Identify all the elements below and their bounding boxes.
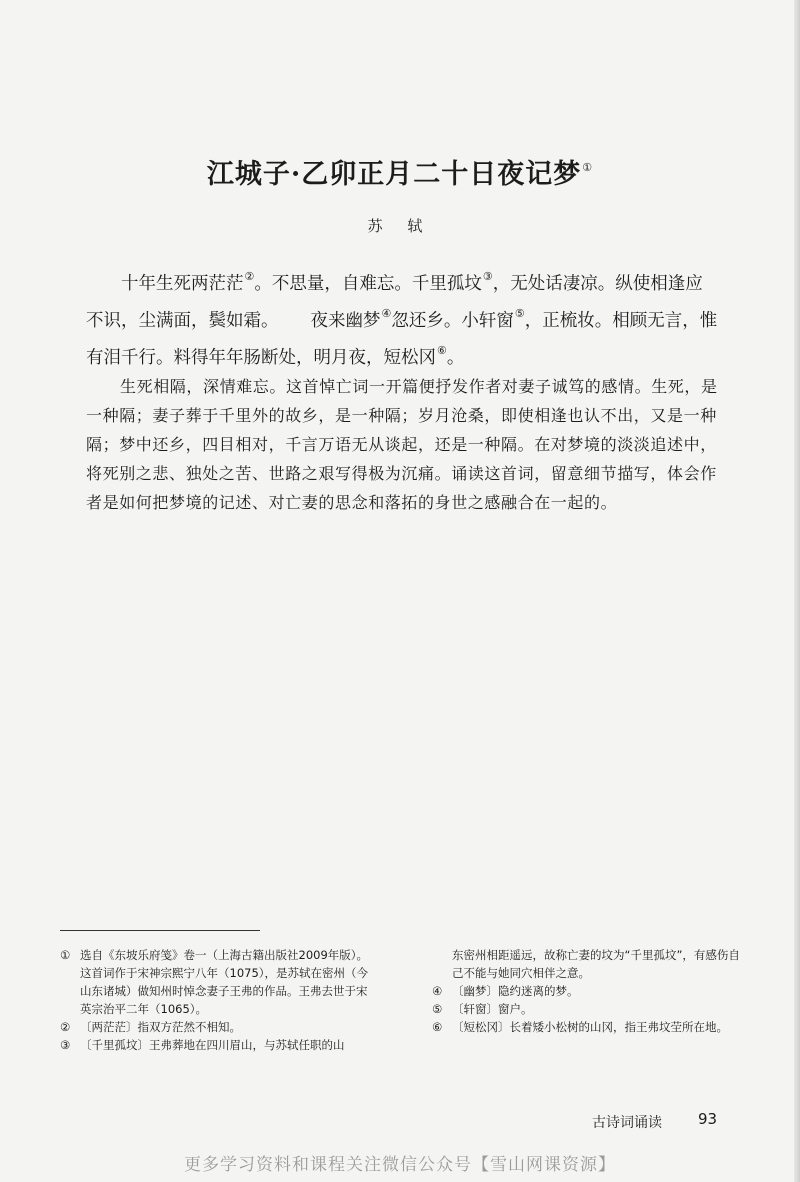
footnote <box>432 982 750 1000</box>
footnotes <box>60 946 750 1054</box>
footnote-text: 〔轩窗〕窗户。 <box>452 1002 533 1016</box>
footnote <box>432 1000 750 1018</box>
poem-author: 苏 轼 <box>367 217 433 235</box>
footnote-mark: ④ <box>432 984 443 998</box>
footnote-mark: ⑤ <box>432 1002 443 1016</box>
footnote-continued: 东密州相距遥远，故称亡妻的坟为“千里孤坟”，有感伤自己不能与她同穴相伴之意。 <box>452 948 740 980</box>
poem-body <box>86 262 720 373</box>
poem-text: ，无处话凄凉。纵使相逢应不识，尘满面，鬓如霜。 <box>86 274 703 331</box>
poem-title <box>0 152 800 191</box>
poem-text: 。不思量，自难忘。千里孤坟 <box>254 274 482 294</box>
footnote <box>432 1018 750 1036</box>
footnote-text: 〔两茫茫〕指双方茫然不相知。 <box>80 1020 241 1034</box>
note-ref[interactable]: ⑤ <box>514 307 525 320</box>
footnote-mark: ① <box>60 948 71 962</box>
poem-title-text: 江城子·乙卯正月二十日夜记梦 <box>206 159 582 190</box>
footnote-mark: ② <box>60 1020 71 1034</box>
poem-text: 。 <box>446 348 465 368</box>
footnote-text: 〔千里孤坟〕王弗葬地在四川眉山，与苏轼任职的山 <box>80 1038 345 1052</box>
footnote-text: 〔幽梦〕隐约迷离的梦。 <box>452 984 579 998</box>
poem-text: 十年生死两茫茫 <box>121 274 244 294</box>
running-footer-section: 古诗词诵读 <box>592 1115 662 1131</box>
title-note-ref[interactable]: ① <box>582 161 594 174</box>
poem-text: 夜来幽梦 <box>310 311 381 331</box>
footnotes-right-column <box>432 946 750 1054</box>
footnote <box>60 946 378 1018</box>
footnote-mark: ③ <box>60 1038 71 1052</box>
footnote-text: 选自《东坡乐府笺》卷一（上海古籍出版社2009年版）。这首词作于宋神宗熙宁八年（1075），是苏轼在密州（今山东诸城）做知州时悼念妻子王弗的作品。王弗去世于宋英宗治平二年（1065）。 <box>80 948 369 1016</box>
note-ref[interactable]: ⑥ <box>437 344 447 357</box>
footnote <box>60 1018 378 1036</box>
footnote-divider <box>60 930 260 931</box>
note-ref[interactable]: ③ <box>482 270 493 283</box>
reading-guide: 生死相隔，深情难忘。这首悼亡词一开篇便抒发作者对妻子诚笃的感情。生死，是一种隔；妻子葬于千里外的故乡，是一种隔；岁月沧桑，即使相逢也认不出，又是一种隔；梦中还乡，四目相对，千言万语无从谈起，还是一种隔。在对梦境的淡淡追述中，将死别之悲、独处之苦、世路之艰写得极为沉痛。诵读这首词，留意细节描写，体会作者是如何把梦境的记述、对亡妻的思念和落拓的身世之感融合在一起的。 <box>86 377 718 512</box>
watermark-text: 更多学习资料和课程关注微信公众号【雪山网课资源】 <box>184 1155 616 1175</box>
footnotes-left-column <box>60 946 378 1054</box>
footnote <box>60 1036 378 1054</box>
footnote-mark: ⑥ <box>432 1020 443 1034</box>
note-ref[interactable]: ② <box>244 270 255 283</box>
page-number: 93 <box>698 1110 718 1128</box>
poem-text: 忽还乡。小轩窗 <box>391 311 514 331</box>
poem-text: ，正梳妆。相顾无言，惟有泪千行。料得年年肠断处，明月夜，短松冈 <box>86 311 718 368</box>
note-ref[interactable]: ④ <box>381 307 392 320</box>
footnote-text: 〔短松冈〕长着矮小松树的山冈，指王弗坟茔所在地。 <box>452 1020 728 1034</box>
